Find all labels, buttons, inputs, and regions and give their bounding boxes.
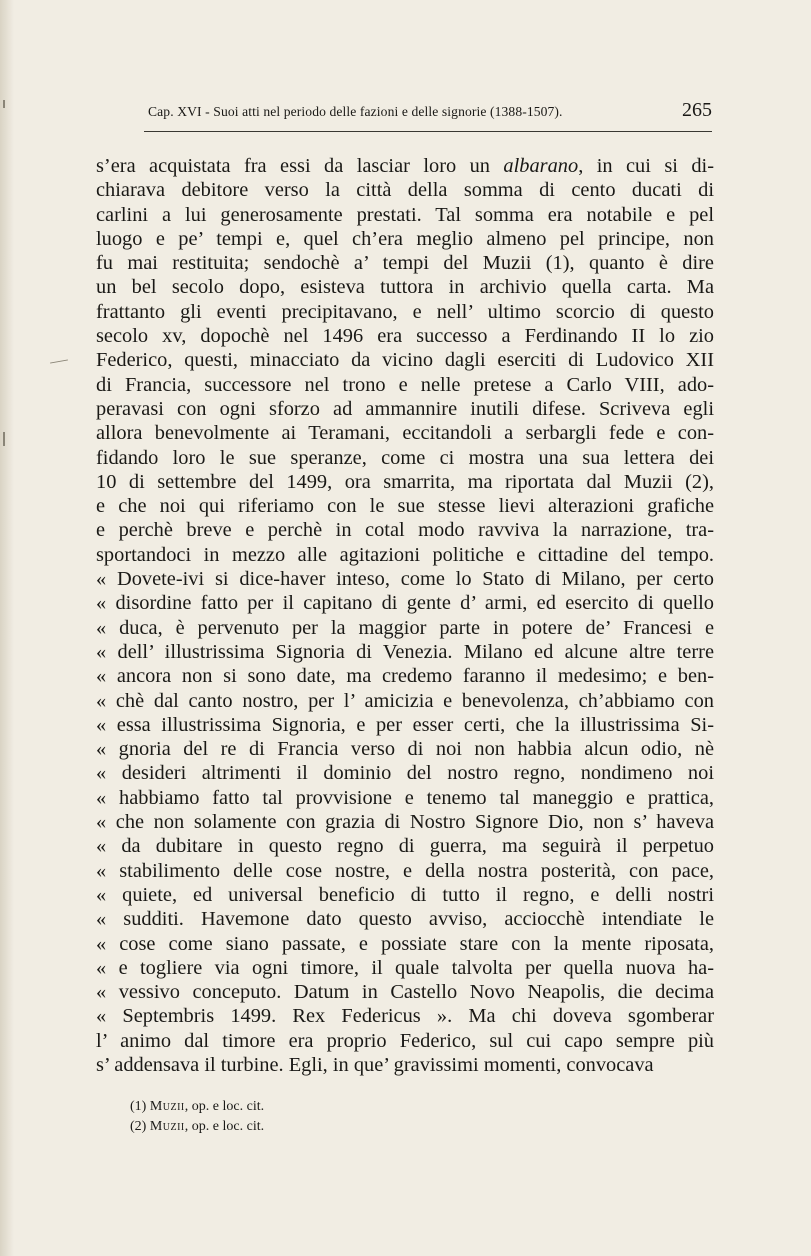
text-line bbox=[96, 543, 714, 567]
text-line bbox=[96, 178, 714, 202]
running-head: Cap. XVI - Suoi atti nel periodo delle fazioni e delle signorie (1388-1507). bbox=[148, 104, 563, 119]
text-run: carlini a lui generosamente prestati. Tal somma era notabile e pel bbox=[96, 203, 714, 226]
text-run: « che non solamente con grazia di Nostro Signore Dio, non s’ haveva bbox=[96, 811, 714, 834]
text-run: un bel secolo dopo, esisteva tuttora in archivio quella carta. Ma bbox=[96, 276, 714, 299]
body-text bbox=[96, 154, 714, 1077]
text-run: « dell’ illustrissima Signoria di Venezia. Milano ed alcune altre terre bbox=[96, 640, 714, 663]
text-line bbox=[96, 348, 714, 372]
margin-pencil-mark bbox=[50, 359, 68, 363]
text-line bbox=[96, 275, 714, 299]
header-rule bbox=[144, 131, 712, 132]
text-run: « essa illustrissima Signoria, e per esser certi, che la illustrissima Si- bbox=[96, 713, 714, 736]
footnote-number: (2) bbox=[130, 1119, 150, 1134]
text-line bbox=[96, 421, 714, 445]
page-header bbox=[148, 99, 712, 128]
text-line bbox=[96, 834, 714, 858]
text-line bbox=[96, 251, 714, 275]
text-run: « Septembris 1499. Rex Federicus ». Ma chi doveva sgomberar bbox=[96, 1005, 714, 1028]
text-line bbox=[96, 470, 714, 494]
text-run: « sudditi. Havemone dato questo avviso, acciocchè intendiate le bbox=[96, 908, 714, 931]
text-line bbox=[96, 591, 714, 615]
footnote-author: Muzii bbox=[149, 1119, 185, 1134]
text-run: « e togliere via ogni timore, il quale talvolta per quella nuova ha- bbox=[96, 956, 714, 979]
text-line bbox=[96, 154, 714, 178]
text-line bbox=[96, 616, 714, 640]
margin-mark bbox=[3, 100, 5, 108]
text-run: s’ addensava il turbine. Egli, in que’ gravissimi momenti, convocava bbox=[96, 1053, 654, 1076]
text-run: luogo e pe’ tempi e, quel ch’era meglio almeno pel principe, non bbox=[96, 227, 714, 250]
text-line bbox=[96, 859, 714, 883]
footnote-citation: , op. e loc. cit. bbox=[184, 1119, 265, 1134]
footnote-citation: , op. e loc. cit. bbox=[184, 1099, 265, 1114]
text-run: « desideri altrimenti il dominio del nostro regno, nondimeno noi bbox=[96, 762, 714, 785]
text-line bbox=[96, 713, 714, 737]
text-line bbox=[96, 518, 714, 542]
text-line bbox=[96, 640, 714, 664]
text-run: s’era acquistata fra essi da lasciar loro un bbox=[96, 155, 504, 177]
text-run: fidando loro le sue speranze, come ci mostra una sua lettera dei bbox=[96, 446, 714, 469]
text-run: l’ animo dal timore era proprio Federico, sul cui capo sempre più bbox=[96, 1029, 714, 1052]
text-line bbox=[96, 567, 714, 591]
italic-term: albarano bbox=[503, 155, 579, 177]
text-run: « stabilimento delle cose nostre, e della nostra posterità, con pace, bbox=[96, 859, 714, 882]
text-line bbox=[96, 227, 714, 251]
text-line bbox=[96, 664, 714, 688]
text-line bbox=[96, 980, 714, 1004]
footnote-author: Muzii bbox=[149, 1099, 185, 1114]
text-run: « gnoria del re di Francia verso di noi non habbia alcun odio, nè bbox=[96, 738, 714, 761]
text-line bbox=[96, 907, 714, 931]
text-line bbox=[96, 446, 714, 470]
text-line bbox=[96, 883, 714, 907]
text-line bbox=[96, 324, 714, 348]
text-run: fu mai restituita; sendochè a’ tempi del Muzii (1), quanto è dire bbox=[96, 252, 714, 275]
text-run: « chè dal canto nostro, per l’ amicizia e benevolenza, ch’abbiamo con bbox=[96, 689, 714, 712]
text-run: « habbiamo fatto tal provvisione e tenemo tal maneggio e prattica, bbox=[96, 786, 714, 809]
text-run: e che noi qui riferiamo con le sue stesse lievi alterazioni grafiche bbox=[96, 495, 714, 518]
text-run: Federico, questi, minacciato da vicino dagli eserciti di Ludovico XII bbox=[96, 349, 714, 372]
text-run: 10 di settembre del 1499, ora smarrita, ma riportata dal Muzii (2), bbox=[96, 470, 714, 493]
footnote-number: (1) bbox=[130, 1099, 150, 1114]
text-run: frattanto gli eventi precipitavano, e nell’ ultimo scorcio di questo bbox=[96, 300, 714, 323]
footnote bbox=[130, 1117, 430, 1137]
text-run: di Francia, successore nel trono e nelle pretese a Carlo VIII, ado- bbox=[96, 373, 714, 396]
text-line bbox=[96, 300, 714, 324]
text-line bbox=[96, 494, 714, 518]
footnote bbox=[130, 1097, 430, 1117]
text-run: « cose come siano passate, e possiate stare con la mente riposata, bbox=[96, 932, 714, 955]
text-line bbox=[96, 810, 714, 834]
text-line bbox=[96, 737, 714, 761]
text-run: , in cui si di- bbox=[578, 155, 714, 177]
text-run: « quiete, ed universal beneficio di tutto il regno, e delli nostri bbox=[96, 883, 714, 906]
text-line bbox=[96, 786, 714, 810]
text-run: secolo xv, dopochè nel 1496 era successo a Ferdinando II lo zio bbox=[96, 325, 714, 348]
text-line bbox=[96, 203, 714, 227]
page-number: 265 bbox=[682, 99, 712, 121]
footnotes bbox=[130, 1097, 430, 1137]
text-run: peravasi con ogni sforzo ad ammannire inutili difese. Scriveva egli bbox=[96, 397, 714, 420]
text-run: e perchè breve e perchè in cotal modo ravviva la narrazione, tra- bbox=[96, 519, 714, 542]
text-line bbox=[96, 761, 714, 785]
text-run: « Dovete-ivi si dice-haver inteso, come lo Stato di Milano, per certo bbox=[96, 568, 714, 591]
text-run: allora benevolmente ai Teramani, eccitandoli a serbargli fede e con- bbox=[96, 422, 714, 445]
text-run: « vessivo conceputo. Datum in Castello Novo Neapolis, die decima bbox=[96, 981, 714, 1004]
text-line bbox=[96, 1004, 714, 1028]
text-line bbox=[96, 397, 714, 421]
text-run: chiarava debitore verso la città della somma di cento ducati di bbox=[96, 179, 714, 202]
text-run: « duca, è pervenuto per la maggior parte in potere de’ Francesi e bbox=[96, 616, 714, 639]
text-line bbox=[96, 373, 714, 397]
text-line bbox=[96, 1029, 714, 1053]
text-run: « ancora non si sono date, ma credemo faranno il medesimo; e ben- bbox=[96, 665, 714, 688]
text-line bbox=[96, 1053, 714, 1077]
page-gutter-shadow bbox=[0, 0, 14, 1256]
text-line bbox=[96, 689, 714, 713]
text-run: « da dubitare in questo regno di guerra, ma seguirà il perpetuo bbox=[96, 835, 714, 858]
text-line bbox=[96, 956, 714, 980]
margin-mark bbox=[3, 432, 5, 446]
text-run: « disordine fatto per il capitano di gente d’ armi, ed esercito di quello bbox=[96, 592, 714, 615]
text-line bbox=[96, 932, 714, 956]
text-run: sportandoci in mezzo alle agitazioni politiche e cittadine del tempo. bbox=[96, 543, 714, 566]
